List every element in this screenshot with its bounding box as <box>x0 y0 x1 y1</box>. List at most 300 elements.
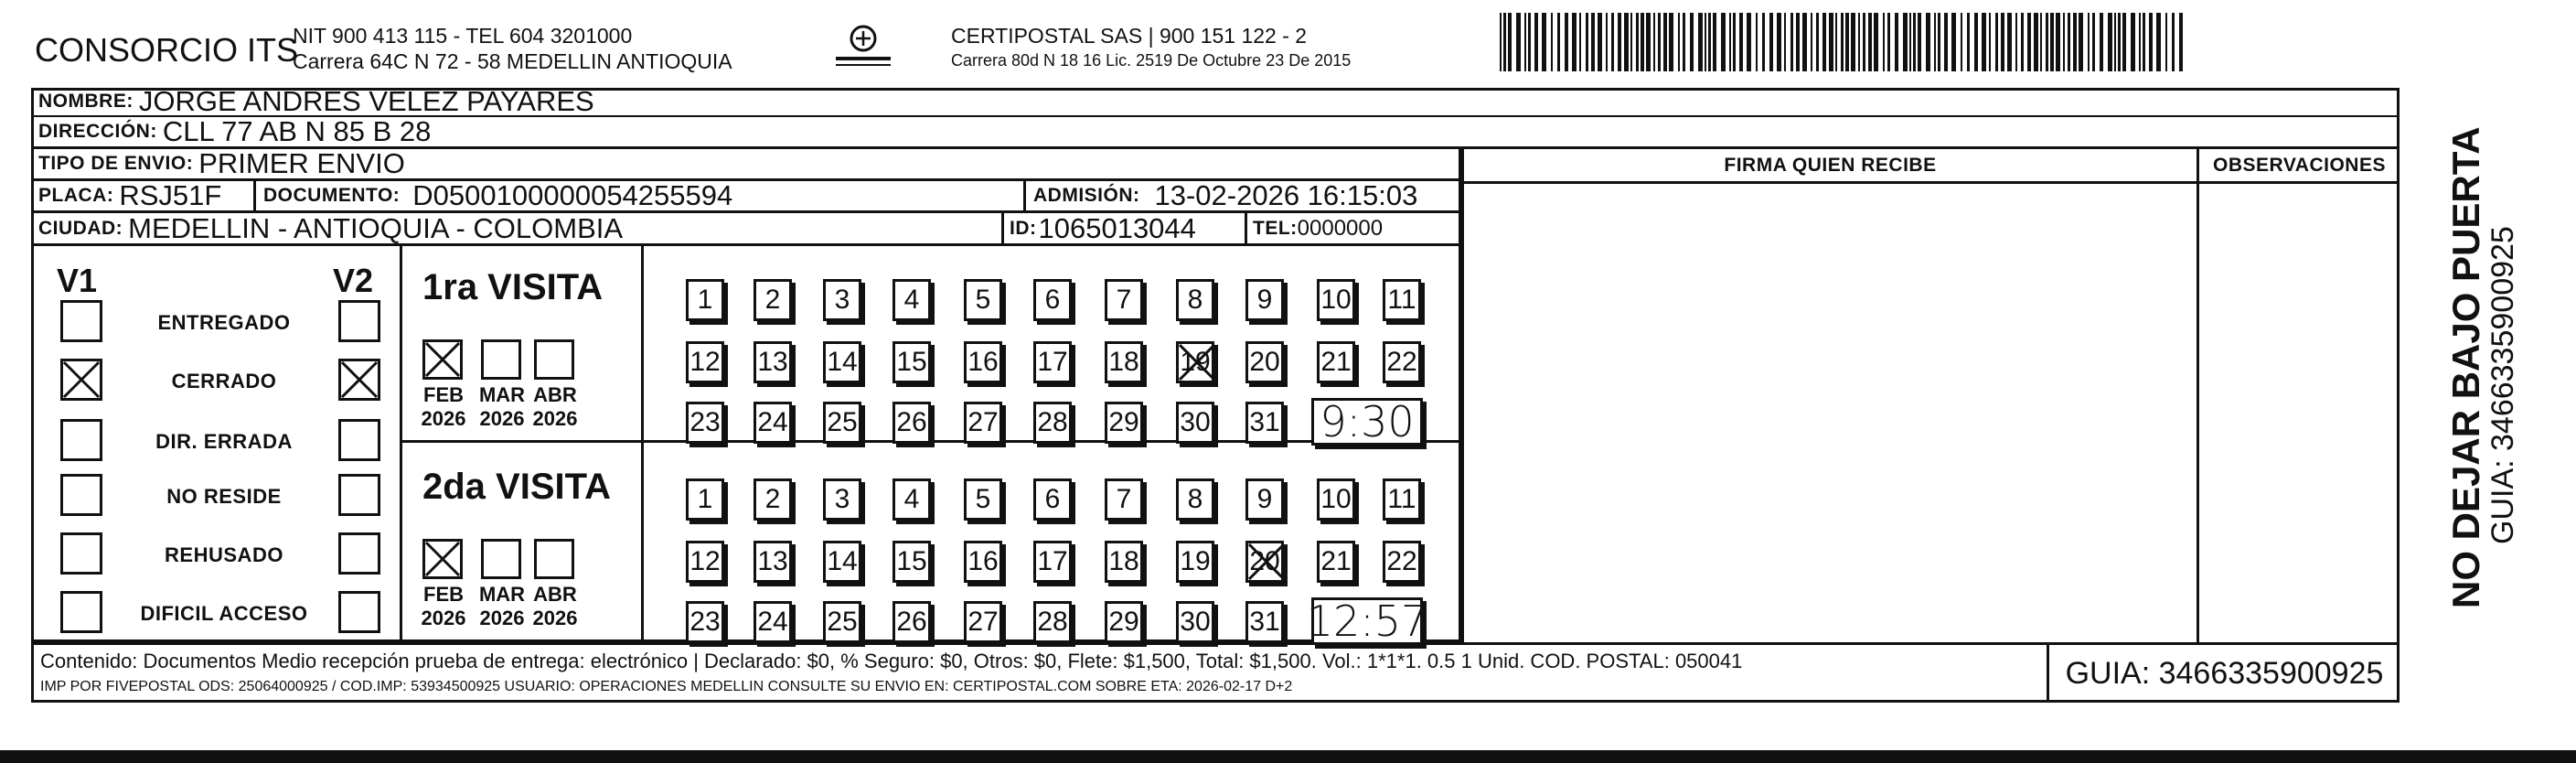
day-number: 5 <box>975 484 991 514</box>
v2-checkbox[interactable] <box>338 300 380 342</box>
day-box[interactable] <box>1105 279 1143 321</box>
day-box[interactable] <box>1383 341 1421 383</box>
day-number: 24 <box>757 407 788 437</box>
day-box[interactable] <box>893 601 931 643</box>
day-box[interactable] <box>1176 402 1214 444</box>
barcode-bar <box>2063 13 2065 71</box>
barcode-bar <box>1572 13 1577 71</box>
barcode-bar <box>1636 13 1639 71</box>
day-box[interactable] <box>893 402 931 444</box>
barcode-bar <box>2156 13 2161 71</box>
document-cell <box>256 181 1026 213</box>
day-number: 8 <box>1187 285 1203 315</box>
day-box[interactable] <box>1176 279 1214 321</box>
day-box[interactable] <box>754 541 792 583</box>
day-number: 13 <box>757 347 788 377</box>
day-box[interactable] <box>686 601 724 643</box>
city-value: MEDELLIN - ANTIOQUIA - COLOMBIA <box>128 211 624 244</box>
barcode-bar <box>1557 13 1560 71</box>
day-box[interactable] <box>823 601 861 643</box>
day-box[interactable] <box>964 402 1002 444</box>
barcode-bar <box>1918 13 1921 71</box>
x-mark-icon <box>422 339 463 380</box>
v2-checkbox[interactable] <box>338 532 380 575</box>
barcode-bar <box>1705 13 1706 71</box>
v1-checkbox[interactable] <box>60 300 102 342</box>
day-box[interactable] <box>1176 541 1214 583</box>
day-number: 28 <box>1037 407 1068 437</box>
barcode-bar <box>2015 13 2017 71</box>
month-checkbox[interactable] <box>481 539 521 579</box>
day-box[interactable] <box>686 341 724 383</box>
barcode-bar <box>2100 13 2103 71</box>
barcode-bar <box>1944 13 1948 71</box>
company-address: Carrera 64C N 72 - 58 MEDELLIN ANTIOQUIA <box>293 49 732 73</box>
day-box[interactable] <box>1245 279 1284 321</box>
day-number: 9 <box>1256 484 1273 514</box>
day-box[interactable] <box>1105 601 1143 643</box>
barcode-bar <box>1868 13 1872 71</box>
v2-checkbox[interactable] <box>338 591 380 633</box>
status-label: REHUSADO <box>165 543 283 566</box>
bottom-bar <box>0 750 2576 763</box>
day-box[interactable] <box>1033 279 1072 321</box>
month-label: ABR <box>533 583 577 606</box>
day-box[interactable] <box>823 402 861 444</box>
barcode-bar <box>2021 13 2024 71</box>
month-label: MAR <box>478 583 526 606</box>
send-type-value: PRIMER ENVIO <box>198 147 405 179</box>
send-type-label: TIPO DE ENVIO: <box>38 153 194 174</box>
barcode-bar <box>1698 13 1703 71</box>
day-number: 24 <box>757 607 788 637</box>
v2-checkbox[interactable] <box>338 419 380 461</box>
day-box[interactable] <box>1245 341 1284 383</box>
day-number: 26 <box>896 607 927 637</box>
day-number: 26 <box>896 407 927 437</box>
id-cell <box>1004 213 1247 246</box>
barcode-bar <box>2122 13 2126 71</box>
barcode-bar <box>1995 13 1998 71</box>
month-checkbox[interactable] <box>534 339 574 380</box>
barcode-bar <box>1733 13 1736 71</box>
barcode-bar <box>2007 13 2012 71</box>
month-label: MAR <box>478 383 526 406</box>
day-number: 1 <box>697 484 713 514</box>
barcode-bar <box>2092 13 2095 71</box>
day-box[interactable] <box>964 601 1002 643</box>
day-box[interactable] <box>1033 402 1072 444</box>
name-row <box>31 85 2400 117</box>
barcode-bar <box>1790 13 1793 71</box>
barcode-bar <box>1762 13 1765 71</box>
day-number: 14 <box>827 546 858 576</box>
barcode-bar <box>1967 13 1970 71</box>
day-box[interactable] <box>1105 341 1143 383</box>
barcode-bar <box>1835 13 1837 71</box>
barcode-bar <box>1721 13 1726 71</box>
day-number: 31 <box>1249 607 1280 637</box>
barcode-bar <box>1974 13 1978 71</box>
signature-area[interactable] <box>1461 149 2197 642</box>
day-number: 4 <box>903 285 920 315</box>
barcode-bar <box>2108 13 2112 71</box>
tel-value: 0000000 <box>1297 215 1384 241</box>
barcode-bar <box>1811 13 1812 71</box>
plate-value: RSJ51F <box>119 179 222 211</box>
x-mark-icon <box>422 539 463 579</box>
day-box[interactable] <box>1033 341 1072 383</box>
barcode-bar <box>1802 13 1807 71</box>
day-box[interactable] <box>1176 478 1214 521</box>
signature-label: FIRMA QUIEN RECIBE <box>1724 154 1937 176</box>
barcode-bar <box>1841 13 1844 71</box>
barcode-bar <box>1508 13 1512 71</box>
month-checkbox[interactable] <box>422 339 463 380</box>
barcode-bar <box>1534 13 1538 71</box>
barcode-bar <box>1769 13 1773 71</box>
day-box[interactable] <box>893 279 931 321</box>
barcode-bar <box>1989 13 1991 71</box>
barcode-bar <box>1669 13 1673 71</box>
day-box[interactable] <box>754 402 792 444</box>
month-year: 2026 <box>479 407 525 430</box>
barcode-bar <box>1845 13 1849 71</box>
barcode-bar <box>1874 13 1878 71</box>
day-number: 16 <box>967 347 999 377</box>
barcode-bar <box>2027 13 2031 71</box>
barcode-bar <box>1851 13 1855 71</box>
status-label: DIFICIL ACCESO <box>140 602 308 625</box>
day-number: 11 <box>1387 285 1416 315</box>
barcode-bar <box>1624 13 1629 71</box>
barcode-bar <box>1516 13 1521 71</box>
status-label: NO RESIDE <box>166 485 282 508</box>
month-checkbox[interactable] <box>534 539 574 579</box>
barcode-bar <box>1503 13 1506 71</box>
day-box[interactable] <box>823 541 861 583</box>
day-number: 25 <box>827 407 858 437</box>
visit-time-box[interactable] <box>1306 596 1428 646</box>
carrier-name: CERTIPOSTAL SAS | 900 151 122 - 2 <box>951 24 1308 48</box>
barcode-bar <box>1551 13 1553 71</box>
admission-cell <box>1026 181 1461 213</box>
status-label: DIR. ERRADA <box>155 430 293 453</box>
barcode-bar <box>1938 13 1940 71</box>
barcode-bar <box>1982 13 1986 71</box>
observations-area[interactable] <box>2197 149 2400 642</box>
plate-label: PLACA: <box>38 185 114 206</box>
day-number: 29 <box>1108 407 1139 437</box>
day-number: 17 <box>1037 546 1068 576</box>
day-number: 15 <box>896 546 927 576</box>
day-box[interactable] <box>1033 541 1072 583</box>
barcode-bar <box>2050 13 2054 71</box>
day-number: 2 <box>764 484 781 514</box>
barcode-bar <box>1708 13 1711 71</box>
day-box[interactable] <box>964 279 1002 321</box>
day-number: 18 <box>1108 347 1139 377</box>
barcode-bar <box>2034 13 2038 71</box>
v2-checkbox[interactable] <box>338 359 380 401</box>
barcode-bar <box>1934 13 1936 71</box>
day-box[interactable] <box>823 341 861 383</box>
day-number: 12 <box>689 347 721 377</box>
barcode-bar <box>1663 13 1667 71</box>
v1-checkbox[interactable] <box>60 474 102 516</box>
day-number: 9 <box>1256 285 1273 315</box>
month-checkbox[interactable] <box>422 539 463 579</box>
barcode-bar <box>2056 13 2060 71</box>
barcode-bar <box>1690 13 1694 71</box>
day-box[interactable] <box>893 341 931 383</box>
month-label: FEB <box>423 383 464 406</box>
day-number: 18 <box>1108 546 1139 576</box>
barcode-bar <box>1747 13 1751 71</box>
v1-checkbox[interactable] <box>60 591 102 633</box>
name-value: JORGE ANDRES VELEZ PAYARES <box>138 85 594 117</box>
day-box[interactable] <box>1383 541 1421 583</box>
footer-guide-box <box>2047 642 2400 703</box>
barcode-bar <box>2046 13 2048 71</box>
month-label: ABR <box>533 383 577 406</box>
barcode-bar <box>2001 13 2004 71</box>
day-box[interactable] <box>1317 478 1355 521</box>
day-number: 3 <box>834 285 850 315</box>
carrier-address: Carrera 80d N 18 16 Lic. 2519 De Octubre 23 De 2015 <box>951 51 1352 70</box>
day-box[interactable] <box>1176 601 1214 643</box>
x-mark-icon <box>60 359 102 401</box>
day-number: 21 <box>1320 546 1352 576</box>
v1-label: V1 <box>57 262 98 299</box>
visit-time-box[interactable] <box>1311 398 1423 446</box>
day-box[interactable] <box>686 541 724 583</box>
barcode-bar <box>1606 13 1608 71</box>
x-mark-icon <box>1176 341 1218 383</box>
day-box[interactable] <box>1033 601 1072 643</box>
barcode-bar <box>2118 13 2121 71</box>
barcode-bar <box>2139 13 2141 71</box>
day-box[interactable] <box>686 478 724 521</box>
barcode-bar <box>1739 13 1743 71</box>
barcode-bar <box>1756 13 1758 71</box>
barcode-bar <box>1528 13 1531 71</box>
barcode-bar <box>1579 13 1581 71</box>
barcode-bar <box>1796 13 1800 71</box>
admission-value: 13-02-2026 16:15:03 <box>1154 179 1418 211</box>
barcode-bar <box>1713 13 1716 71</box>
day-box[interactable] <box>1176 341 1214 383</box>
status-label: CERRADO <box>171 370 277 392</box>
day-number: 27 <box>967 607 999 637</box>
barcode-bar <box>2143 13 2145 71</box>
barcode-bar <box>1951 13 1956 71</box>
day-box[interactable] <box>893 541 931 583</box>
barcode-bar <box>2131 13 2135 71</box>
day-number: 10 <box>1320 285 1352 315</box>
tel-cell <box>1247 213 1461 246</box>
v1-checkbox[interactable] <box>60 532 102 575</box>
barcode-bar <box>1863 13 1865 71</box>
status-label: ENTREGADO <box>157 311 291 334</box>
day-number: 10 <box>1320 484 1352 514</box>
day-box[interactable] <box>754 341 792 383</box>
day-number: 20 <box>1249 347 1280 377</box>
day-box[interactable] <box>1245 601 1284 643</box>
barcode-bar <box>1586 13 1588 71</box>
day-box[interactable] <box>1317 341 1355 383</box>
barcode-bar <box>1678 13 1680 71</box>
observations-label: OBSERVACIONES <box>2213 154 2386 176</box>
day-box[interactable] <box>1383 279 1421 321</box>
barcode-bar <box>2079 13 2083 71</box>
day-box[interactable] <box>1245 402 1284 444</box>
barcode-bar <box>1658 13 1661 71</box>
day-number: 17 <box>1037 347 1068 377</box>
address-row <box>31 117 2400 149</box>
x-mark-icon <box>1245 541 1288 583</box>
day-number: 14 <box>827 347 858 377</box>
day-box[interactable] <box>1245 541 1284 583</box>
barcode-bar <box>1829 13 1833 71</box>
barcode-bar <box>2114 13 2116 71</box>
v1-checkbox[interactable] <box>60 419 102 461</box>
day-box[interactable] <box>754 478 792 521</box>
side-guia: GUIA: 3466335900925 <box>2485 226 2520 544</box>
month-year: 2026 <box>532 607 578 629</box>
day-number: 30 <box>1180 607 1211 637</box>
document-label: DOCUMENTO: <box>263 185 401 206</box>
day-number: 23 <box>689 607 721 637</box>
day-box[interactable] <box>1317 279 1355 321</box>
barcode-bar <box>2068 13 2070 71</box>
barcode-bar <box>1630 13 1632 71</box>
barcode-bar <box>1591 13 1595 71</box>
address-label: DIRECCIÓN: <box>38 121 157 142</box>
day-box[interactable] <box>964 478 1002 521</box>
barcode-bar <box>1618 13 1621 71</box>
barcode-bar <box>1858 13 1860 71</box>
day-number: 20 <box>1249 546 1280 576</box>
day-number: 1 <box>697 285 713 315</box>
day-number: 4 <box>903 484 920 514</box>
barcode-bar <box>2088 13 2090 71</box>
document-value: D0500100000054255594 <box>412 179 733 211</box>
month-year: 2026 <box>421 607 466 629</box>
barcode <box>1500 13 2187 71</box>
day-box[interactable] <box>1317 541 1355 583</box>
day-number: 3 <box>834 484 850 514</box>
barcode-bar <box>1542 13 1546 71</box>
footer-content: Contenido: Documentos Medio recepción prueba de entrega: electrónico | Declarado: $0, % Seguro: $0, Otros: $0, Flete: $1,500, Total: $1,500. Vol.: 1*1*1. 0.5 1 Unid. COD. POSTAL: 050041 <box>40 650 1743 672</box>
day-number: 6 <box>1044 285 1061 315</box>
side-no-dejar: NO DEJAR BAJO PUERTA <box>2444 126 2487 608</box>
barcode-bar <box>1653 13 1655 71</box>
day-number: 13 <box>757 546 788 576</box>
v2-checkbox[interactable] <box>338 474 380 516</box>
barcode-bar <box>1903 13 1908 71</box>
day-number: 22 <box>1386 546 1417 576</box>
day-box[interactable] <box>1105 541 1143 583</box>
barcode-bar <box>2172 13 2175 71</box>
day-box[interactable] <box>754 279 792 321</box>
day-box[interactable] <box>1383 478 1421 521</box>
day-box[interactable] <box>754 601 792 643</box>
barcode-bar <box>1887 13 1890 71</box>
day-box[interactable] <box>893 478 931 521</box>
day-box[interactable] <box>964 541 1002 583</box>
name-label: NOMBRE: <box>38 91 134 112</box>
day-box[interactable] <box>964 341 1002 383</box>
barcode-bar <box>2179 13 2183 71</box>
day-number: 6 <box>1044 484 1061 514</box>
company-name: CONSORCIO ITS <box>35 31 299 69</box>
day-number: 23 <box>689 407 721 437</box>
barcode-bar <box>1895 13 1898 71</box>
send-type-row <box>31 149 1461 181</box>
footer-imp: IMP POR FIVEPOSTAL ODS: 25064000925 / COD.IMP: 53934500925 USUARIO: OPERACIONES MEDELLIN CONSULTE SU ENVIO EN: CERTIPOSTAL.COM SOBRE ETA: 2026-02-17 D+2 <box>40 679 1293 694</box>
day-number: 12 <box>689 546 721 576</box>
day-number: 16 <box>967 546 999 576</box>
day-box[interactable] <box>1105 478 1143 521</box>
day-box[interactable] <box>823 279 861 321</box>
barcode-bar <box>1500 13 1502 71</box>
v1-checkbox[interactable] <box>60 359 102 401</box>
id-label: ID: <box>1010 217 1037 239</box>
barcode-bar <box>1683 13 1685 71</box>
day-box[interactable] <box>1105 402 1143 444</box>
day-number: 2 <box>764 285 781 315</box>
month-checkbox[interactable] <box>481 339 521 380</box>
visit-time: 12:57 <box>1306 596 1428 646</box>
day-number: 5 <box>975 285 991 315</box>
day-number: 8 <box>1187 484 1203 514</box>
day-number: 29 <box>1108 607 1139 637</box>
day-box[interactable] <box>686 402 724 444</box>
barcode-bar <box>1926 13 1930 71</box>
barcode-bar <box>1883 13 1885 71</box>
day-box[interactable] <box>1245 478 1284 521</box>
day-number: 21 <box>1320 347 1352 377</box>
barcode-bar <box>2165 13 2167 71</box>
month-year: 2026 <box>421 407 466 430</box>
barcode-bar <box>2073 13 2077 71</box>
visit-time: 9:30 <box>1320 397 1415 446</box>
company-nit: NIT 900 413 115 - TEL 604 3201000 <box>293 24 633 48</box>
admission-label: ADMISIÓN: <box>1033 185 1140 206</box>
barcode-bar <box>1611 13 1614 71</box>
month-year: 2026 <box>479 607 525 629</box>
month-label: FEB <box>423 583 464 606</box>
day-box[interactable] <box>686 279 724 321</box>
barcode-bar <box>1913 13 1916 71</box>
barcode-bar <box>1524 13 1526 71</box>
day-box[interactable] <box>823 478 861 521</box>
day-number: 19 <box>1180 546 1211 576</box>
visit1-title: 1ra VISITA <box>422 267 604 307</box>
barcode-bar <box>2040 13 2042 71</box>
barcode-bar <box>1598 13 1602 71</box>
barcode-bar <box>1816 13 1819 71</box>
day-box[interactable] <box>1033 478 1072 521</box>
barcode-bar <box>1565 13 1568 71</box>
day-number: 30 <box>1180 407 1211 437</box>
day-number: 22 <box>1386 347 1417 377</box>
barcode-bar <box>1822 13 1826 71</box>
barcode-bar <box>1909 13 1911 71</box>
city-cell <box>31 213 1004 246</box>
day-number: 11 <box>1387 484 1416 514</box>
